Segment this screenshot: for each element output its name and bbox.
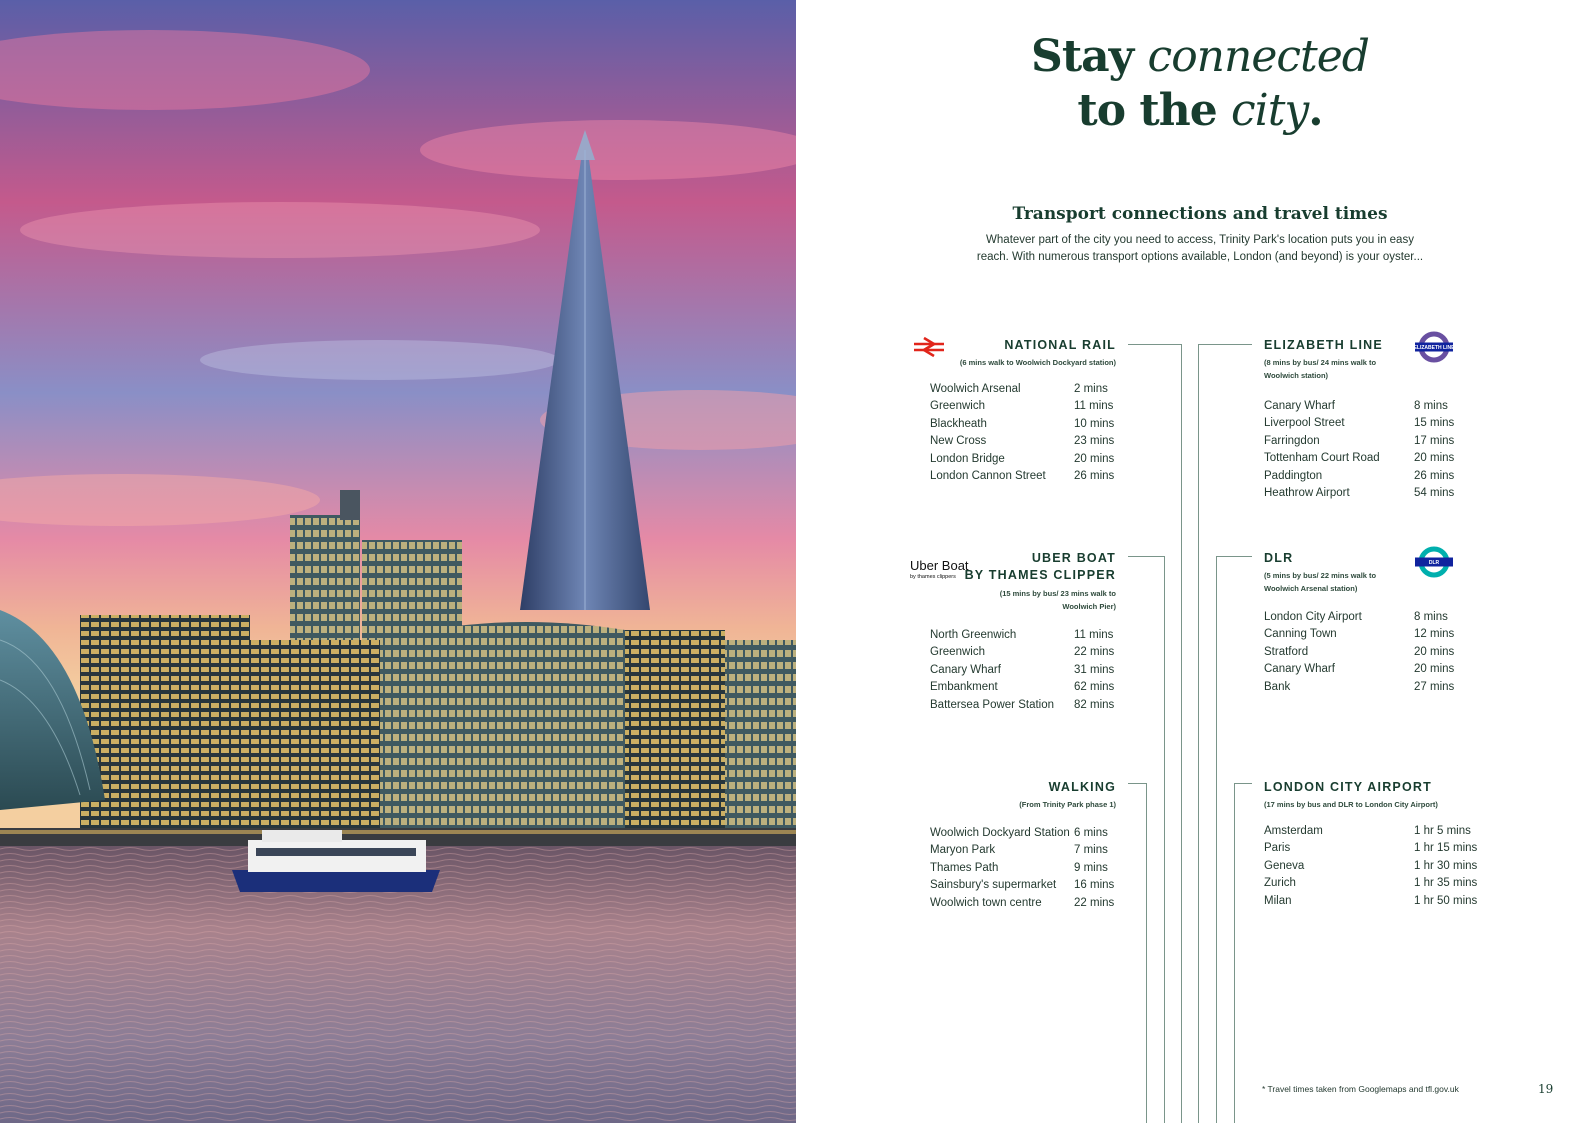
- list-item: [1264, 858, 1477, 875]
- city-airport-title: LONDON CITY AIRPORT: [1264, 780, 1432, 794]
- travel-time: 20 mins: [1414, 663, 1455, 676]
- destination-name: Canning Town: [1264, 628, 1337, 641]
- destination-name: London Bridge: [930, 452, 1005, 465]
- destination-name: Bank: [1264, 680, 1291, 693]
- destination-name: Geneva: [1264, 859, 1305, 872]
- dlr-roundel-icon: [1414, 546, 1454, 583]
- travel-time: 7 mins: [1074, 844, 1108, 857]
- destination-name: Paris: [1264, 842, 1291, 855]
- destination-name: Amsterdam: [1264, 825, 1323, 837]
- dlr-note-1: (5 mins by bus/ 22 mins walk to: [1264, 571, 1377, 580]
- elizabeth-roundel-label: ELIZABETH LINE: [1414, 345, 1454, 352]
- destination-name: Woolwich Dockyard Station: [930, 827, 1070, 839]
- destination-name: Sainsbury's supermarket: [930, 879, 1057, 892]
- airport-connector-h: [1234, 783, 1252, 784]
- headline-line-1: Stay connected: [1031, 31, 1369, 82]
- travel-time: 54 mins: [1414, 486, 1455, 499]
- elizabeth-connector-h: [1198, 344, 1252, 345]
- elizabeth-line-note-2: Woolwich station): [1264, 371, 1329, 380]
- uber-boat-note-1: (15 mins by bus/ 23 mins walk to: [999, 589, 1116, 598]
- list-item: [1264, 893, 1477, 910]
- national-rail-note: (6 mins walk to Woolwich Dockyard station): [959, 358, 1116, 367]
- list-item: [930, 451, 1114, 468]
- footnote: * Travel times taken from Googlemaps and tfl.gov.uk: [1262, 1084, 1459, 1094]
- destination-name: London Cannon Street: [930, 469, 1046, 482]
- destination-name: Woolwich Arsenal: [930, 383, 1021, 395]
- travel-time: 17 mins: [1414, 434, 1455, 447]
- intro-paragraph: Whatever part of the city you need to access, Trinity Park's location puts you in easy reach. With numerous transport options available, London (and beyond) is your oyster...: [976, 234, 1424, 263]
- list-item: [930, 825, 1114, 842]
- list-item: [930, 895, 1114, 912]
- airport-connector-v: [1234, 783, 1235, 1123]
- boat-connector-v: [1164, 556, 1165, 1123]
- list-item: [930, 381, 1114, 398]
- elizabeth-line-roundel-icon: [1414, 331, 1454, 368]
- walk-connector-v: [1146, 783, 1147, 1123]
- travel-time: 16 mins: [1074, 879, 1115, 892]
- destination-name: Liverpool Street: [1264, 417, 1345, 430]
- list-item: [930, 662, 1114, 679]
- destination-name: Blackheath: [930, 417, 987, 430]
- walking-note: (From Trinity Park phase 1): [1019, 800, 1116, 809]
- destination-name: Zurich: [1264, 877, 1296, 890]
- travel-time: 1 hr 15 mins: [1414, 842, 1478, 855]
- list-item: [1264, 840, 1477, 857]
- walking-title: WALKING: [1048, 780, 1116, 794]
- dlr-note-2: Woolwich Arsenal station): [1264, 584, 1358, 593]
- destination-name: New Cross: [930, 435, 987, 448]
- dlr-connector-h: [1216, 556, 1252, 557]
- list-item: [1264, 398, 1454, 415]
- travel-time: 10 mins: [1074, 417, 1115, 430]
- boat-connector-h: [1128, 556, 1164, 557]
- dlr-title: DLR: [1264, 551, 1294, 565]
- travel-time: 1 hr 5 mins: [1414, 825, 1471, 837]
- destination-name: Canary Wharf: [1264, 400, 1335, 412]
- list-item: [930, 468, 1114, 485]
- list-item: [1264, 661, 1454, 678]
- destination-name: Greenwich: [930, 646, 985, 659]
- destination-name: Paddington: [1264, 469, 1323, 482]
- list-item: [930, 842, 1114, 859]
- destination-name: Embankment: [930, 681, 998, 694]
- destination-name: Milan: [1264, 894, 1292, 907]
- list-item: [1264, 433, 1454, 450]
- list-item: [1264, 485, 1454, 502]
- destination-name: Canary Wharf: [930, 663, 1001, 676]
- rail-connector-h: [1128, 344, 1182, 345]
- list-item: [930, 860, 1114, 877]
- travel-time: 11 mins: [1074, 629, 1114, 641]
- destination-name: Woolwich town centre: [930, 896, 1042, 909]
- dlr-connector-v: [1216, 556, 1217, 1123]
- destination-name: Battersea Power Station: [930, 698, 1055, 711]
- destination-name: Stratford: [1264, 645, 1309, 658]
- page-number: 19: [1538, 1082, 1554, 1096]
- travel-time: 8 mins: [1414, 611, 1448, 623]
- elizabeth-connector-v: [1198, 344, 1199, 1123]
- travel-time: 11 mins: [1074, 400, 1114, 413]
- rail-connector-v: [1181, 344, 1182, 1123]
- elizabeth-line-times: [1264, 398, 1454, 502]
- travel-time: 6 mins: [1074, 827, 1108, 839]
- list-item: [1264, 644, 1454, 661]
- travel-time: 8 mins: [1414, 400, 1448, 412]
- travel-time: 2 mins: [1074, 383, 1108, 395]
- destination-name: Canary Wharf: [1264, 663, 1335, 676]
- list-item: [930, 679, 1114, 696]
- city-airport-times: [1264, 823, 1477, 910]
- uber-boat-times: [930, 627, 1114, 714]
- list-item: [930, 697, 1114, 714]
- travel-time: 20 mins: [1414, 645, 1455, 658]
- uber-boat-title-2: BY THAMES CLIPPER: [964, 568, 1116, 582]
- dlr-times: [1264, 609, 1454, 696]
- travel-time: 22 mins: [1074, 646, 1115, 659]
- list-item: [930, 398, 1114, 415]
- uber-boat-logo: Uber Boat by thames clippers: [910, 558, 969, 580]
- page-headline: [1000, 30, 1400, 138]
- list-item: [1264, 823, 1477, 840]
- travel-time: 12 mins: [1414, 628, 1455, 641]
- travel-time: 82 mins: [1074, 698, 1115, 711]
- destination-name: Farringdon: [1264, 434, 1320, 447]
- uber-boat-title-1: UBER BOAT: [1031, 551, 1116, 565]
- list-item: [1264, 626, 1454, 643]
- city-airport-note: (17 mins by bus and DLR to London City Airport): [1264, 800, 1438, 809]
- travel-time: 22 mins: [1074, 896, 1115, 909]
- elizabeth-line-title: ELIZABETH LINE: [1264, 338, 1383, 352]
- destination-name: Thames Path: [930, 861, 999, 874]
- list-item: [1264, 679, 1454, 696]
- destination-name: London City Airport: [1264, 611, 1362, 623]
- travel-time: 62 mins: [1074, 681, 1115, 694]
- travel-time: 31 mins: [1074, 663, 1115, 676]
- section-subheading: Transport connections and travel times: [1012, 204, 1388, 224]
- destination-name: Maryon Park: [930, 844, 996, 857]
- headline-line-2: to the city.: [1077, 85, 1323, 136]
- travel-time: 27 mins: [1414, 680, 1455, 693]
- walking-times: [930, 825, 1114, 912]
- list-item: [1264, 468, 1454, 485]
- walk-connector-h: [1128, 783, 1146, 784]
- list-item: [930, 433, 1114, 450]
- national-rail-times: [930, 381, 1114, 485]
- travel-time: 1 hr 35 mins: [1414, 877, 1478, 890]
- destination-name: Greenwich: [930, 400, 985, 413]
- travel-time: 26 mins: [1414, 469, 1455, 482]
- travel-time: 20 mins: [1074, 452, 1115, 465]
- travel-time: 20 mins: [1414, 452, 1455, 465]
- list-item: [1264, 875, 1477, 892]
- list-item: [930, 877, 1114, 894]
- national-rail-title: NATIONAL RAIL: [1004, 338, 1116, 352]
- destination-name: Tottenham Court Road: [1264, 452, 1380, 465]
- dlr-roundel-label: DLR: [1428, 560, 1440, 567]
- list-item: [1264, 450, 1454, 467]
- destination-name: North Greenwich: [930, 629, 1017, 641]
- list-item: [930, 416, 1114, 433]
- travel-time: 9 mins: [1074, 861, 1108, 874]
- elizabeth-line-note-1: (8 mins by bus/ 24 mins walk to: [1264, 358, 1377, 367]
- travel-time: 1 hr 50 mins: [1414, 894, 1478, 907]
- travel-time: 15 mins: [1414, 417, 1455, 430]
- destination-name: Heathrow Airport: [1264, 486, 1350, 499]
- list-item: [1264, 609, 1454, 626]
- travel-time: 1 hr 30 mins: [1414, 859, 1478, 872]
- travel-time: 26 mins: [1074, 469, 1115, 482]
- list-item: [1264, 415, 1454, 432]
- uber-boat-note-2: Woolwich Pier): [1062, 602, 1116, 611]
- travel-time: 23 mins: [1074, 435, 1115, 448]
- list-item: [930, 644, 1114, 661]
- list-item: [930, 627, 1114, 644]
